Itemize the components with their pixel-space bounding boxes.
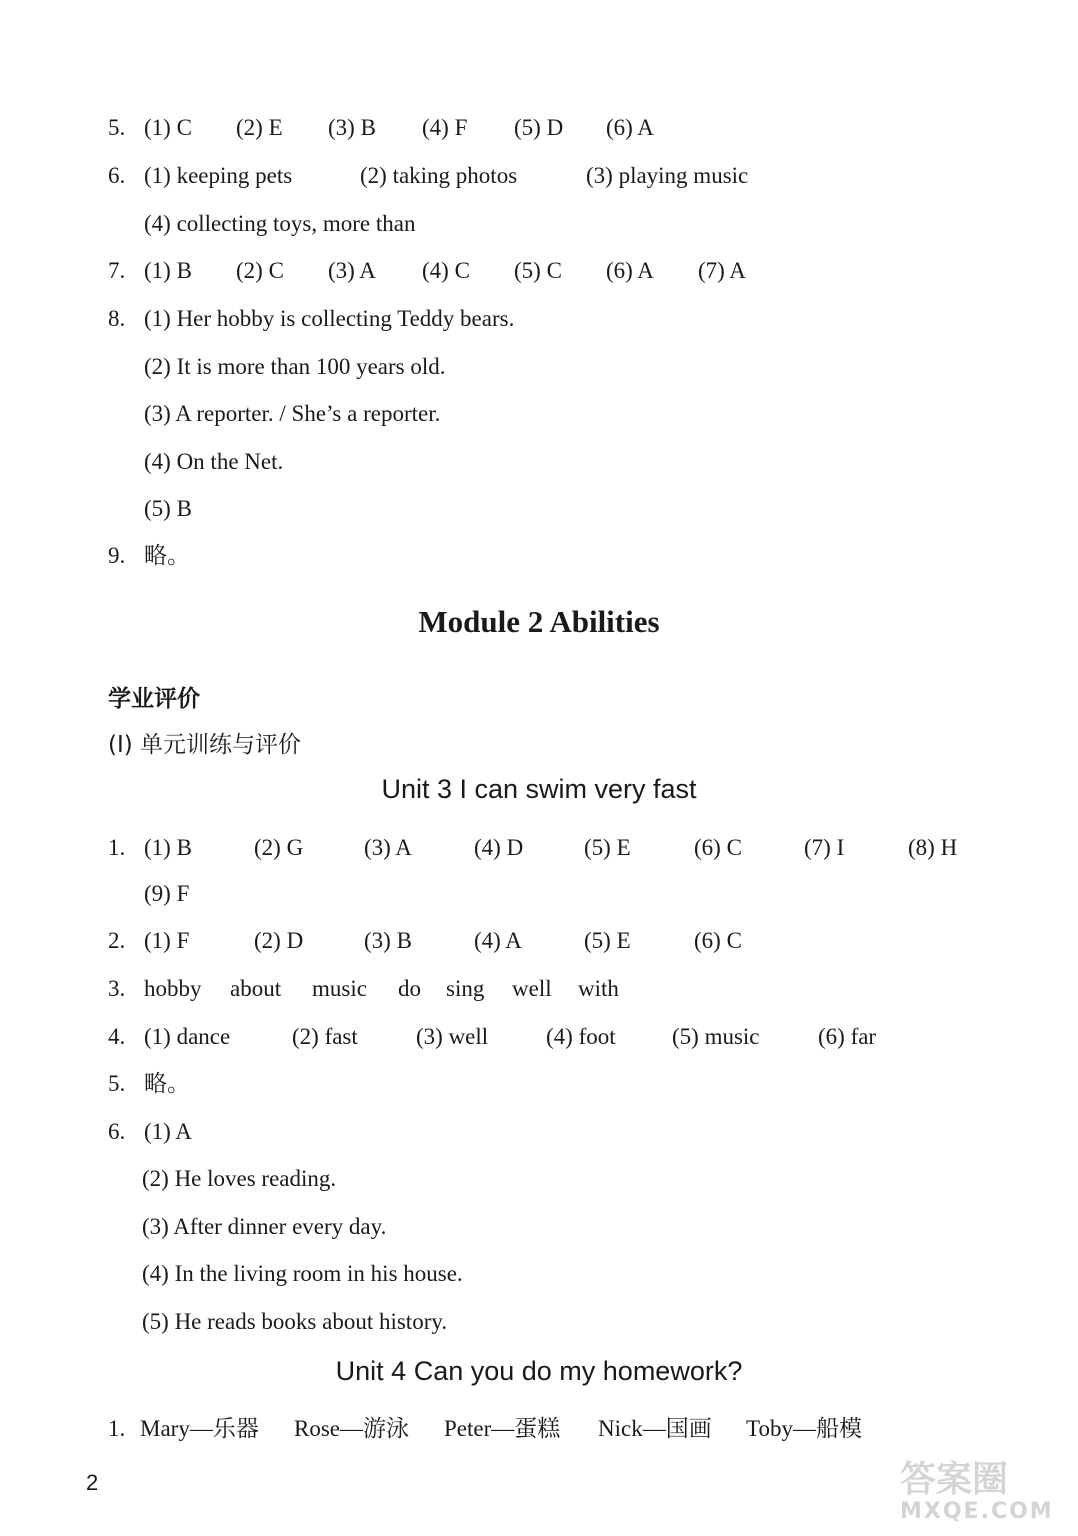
- answer-line-9: [108, 542, 190, 570]
- unit3-answer-6: [108, 1118, 192, 1146]
- answer: (4) C: [422, 258, 470, 283]
- answer: (1) keeping pets: [144, 163, 293, 188]
- section-label: 学业评价: [108, 686, 200, 712]
- answer-line-8: [108, 305, 514, 333]
- item-number: 5.: [108, 1071, 126, 1096]
- answer: 略。: [144, 543, 190, 569]
- item-number: 6.: [108, 1119, 126, 1144]
- answer: (3) A: [328, 258, 376, 283]
- answer: (3) B: [364, 928, 412, 953]
- watermark-bottom: MXQE.COM: [900, 1499, 1054, 1524]
- answer: do: [398, 976, 421, 1001]
- answer: (4) D: [474, 835, 524, 860]
- answer: (2) It is more than 100 years old.: [144, 354, 446, 379]
- item-number: 1.: [108, 835, 126, 860]
- unit3-answer-1: [108, 834, 957, 862]
- answer: music: [312, 976, 367, 1001]
- answer-line-8-2: [144, 353, 445, 381]
- answer: (6) A: [606, 115, 654, 140]
- answer: (2) E: [236, 115, 283, 140]
- item-number: 8.: [108, 306, 126, 331]
- answer: (5) B: [144, 496, 192, 521]
- answer: (4) On the Net.: [144, 449, 284, 474]
- answer-line-7: [108, 257, 746, 285]
- unit4-title: Unit 4 Can you do my homework?: [335, 1356, 743, 1386]
- answer: (2) C: [236, 258, 284, 283]
- answer: (1) B: [144, 258, 192, 283]
- item-number: 1.: [108, 1416, 126, 1441]
- answer: (2) D: [254, 928, 304, 953]
- unit3-answer-5: [108, 1070, 190, 1098]
- answer: (1) C: [144, 115, 192, 140]
- answer: (5) E: [584, 835, 631, 860]
- item-number: 3.: [108, 976, 126, 1001]
- watermark-logo: [900, 1460, 1054, 1524]
- answer: (3) A reporter. / She’s a reporter.: [144, 401, 441, 426]
- answer: (4) A: [474, 928, 522, 953]
- unit3-answer-6-2: [142, 1165, 336, 1193]
- unit3-answer-1-cont: [144, 880, 189, 908]
- answer: (1) dance: [144, 1024, 231, 1049]
- answer: (4) F: [422, 115, 468, 140]
- answer: (3) B: [328, 115, 376, 140]
- unit3-title: Unit 3 I can swim very fast: [381, 774, 697, 804]
- answer: Peter—蛋糕: [444, 1416, 561, 1441]
- answer: (5) music: [672, 1024, 760, 1049]
- answer: 略。: [144, 1071, 190, 1097]
- subsection-label: (Ⅰ) 单元训练与评价: [108, 732, 302, 758]
- answer: Mary—乐器: [140, 1416, 259, 1441]
- answer-line-5: [108, 114, 654, 142]
- answer: (1) F: [144, 928, 190, 953]
- answer: Rose—游泳: [294, 1416, 409, 1441]
- answer: (2) fast: [292, 1024, 358, 1049]
- answer: (5) E: [584, 928, 631, 953]
- answer-line-8-5: [144, 495, 192, 523]
- answer: well: [512, 976, 552, 1001]
- watermark-top: 答案圈: [900, 1459, 1009, 1500]
- item-number: 2.: [108, 928, 126, 953]
- answer: (7) A: [698, 258, 746, 283]
- page-number: 2: [86, 1470, 99, 1495]
- unit3-answer-6-5: [142, 1308, 447, 1336]
- unit3-answer-6-4: [142, 1260, 463, 1288]
- item-number: 4.: [108, 1024, 126, 1049]
- unit3-answer-6-3: [142, 1213, 386, 1241]
- answer: Toby—船模: [746, 1416, 862, 1441]
- item-number: 5.: [108, 115, 126, 140]
- answer: (8) H: [908, 835, 958, 860]
- answer: (4) foot: [546, 1024, 616, 1049]
- module-title: Module 2 Abilities: [418, 604, 660, 639]
- answer: (6) C: [694, 835, 742, 860]
- item-number: 7.: [108, 258, 126, 283]
- answer: (1) B: [144, 835, 192, 860]
- answer: (6) A: [606, 258, 654, 283]
- answer: (7) I: [804, 835, 845, 860]
- answer: (2) taking photos: [360, 163, 518, 188]
- answer: (6) C: [694, 928, 742, 953]
- answer: (6) far: [818, 1024, 877, 1049]
- answer: (2) He loves reading.: [142, 1166, 337, 1191]
- answer: (2) G: [254, 835, 304, 860]
- unit3-answer-3: [108, 975, 619, 1003]
- answer: (3) well: [416, 1024, 489, 1049]
- answer: (3) A: [364, 835, 412, 860]
- answer: (5) D: [514, 115, 564, 140]
- answer: (1) Her hobby is collecting Teddy bears.: [144, 306, 515, 331]
- answer: (5) He reads books about history.: [142, 1309, 448, 1334]
- answer: with: [578, 976, 619, 1001]
- answer-line-8-3: [144, 400, 440, 428]
- unit3-answer-2: [108, 927, 742, 955]
- answer: about: [230, 976, 282, 1001]
- answer: (3) playing music: [586, 163, 749, 188]
- answer: (4) collecting toys, more than: [144, 211, 416, 236]
- answer-line-6: [108, 162, 748, 190]
- answer: (3) After dinner every day.: [142, 1214, 387, 1239]
- answer: (9) F: [144, 881, 190, 906]
- unit3-answer-4: [108, 1023, 876, 1051]
- unit4-answer-1: [108, 1415, 862, 1443]
- answer: (1) A: [144, 1119, 192, 1144]
- answer: (5) C: [514, 258, 562, 283]
- answer: hobby: [144, 976, 202, 1001]
- answer: (4) In the living room in his house.: [142, 1261, 463, 1286]
- item-number: 9.: [108, 543, 126, 568]
- answer-line-6-cont: [144, 210, 415, 238]
- answer: Nick—国画: [598, 1416, 712, 1441]
- answer: sing: [446, 976, 485, 1001]
- item-number: 6.: [108, 163, 126, 188]
- answer-line-8-4: [144, 448, 283, 476]
